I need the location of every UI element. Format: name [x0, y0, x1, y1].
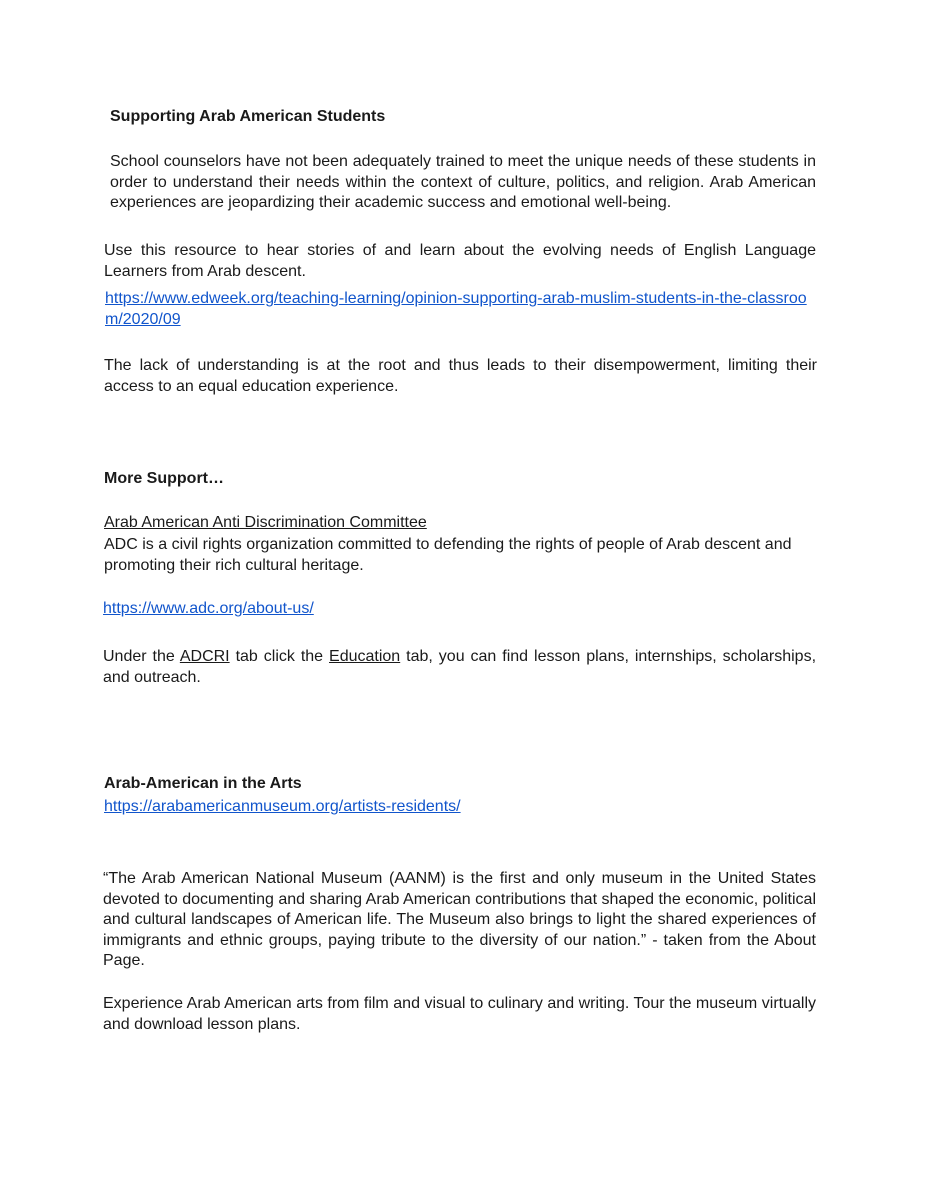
instr-text-pre: Under the [103, 648, 180, 665]
instr-text-mid: tab click the [229, 648, 330, 665]
adc-description: ADC is a civil rights organization committed to defending the rights of people of Arab descent and promoting their rich cultural heritage. [104, 536, 792, 574]
section-heading-more-support: More Support… [104, 470, 224, 487]
adcri-tab-label: ADCRI [179, 648, 230, 665]
adc-instructions [103, 647, 816, 688]
adc-link[interactable]: https://www.adc.org/about-us/ [103, 600, 314, 617]
museum-quote: “The Arab American National Museum (AANM) is the first and only museum in the United States devoted to documenting and sharing Arab American contributions that shaped the economic, political and cultural landscapes of American life. The Museum also brings to light the shared experiences of immigrants and ethnic groups, paying tribute to the diversity of our nation.” - taken from the About Page. [103, 870, 816, 969]
edweek-link[interactable]: https://www.edweek.org/teaching-learning/opinion-supporting-arab-muslim-students-in-the-classroom/2020/09 [105, 290, 807, 328]
resource-paragraph: Use this resource to hear stories of and learn about the evolving needs of English Language Learners from Arab descent. [104, 242, 816, 280]
counselor-paragraph: School counselors have not been adequately trained to meet the unique needs of these students in order to understand their needs within the context of culture, politics, and religion. Arab American experiences are jeopardizing their academic success and emotional well-being. [110, 153, 816, 211]
museum-closing: Experience Arab American arts from film and visual to culinary and writing. Tour the museum virtually and download lesson plans. [103, 995, 816, 1033]
instr-text-post: tab, you can find lesson plans, internships, scholarships, and outreach. [103, 648, 817, 686]
section-heading-arab-american-arts: Arab-American in the Arts [104, 775, 302, 792]
education-tab-label: Education [329, 648, 401, 665]
museum-link[interactable]: https://arabamericanmuseum.org/artists-residents/ [104, 798, 461, 815]
adc-org-name: Arab American Anti Discrimination Committee [104, 514, 427, 531]
understanding-paragraph: The lack of understanding is at the root and thus leads to their disempowerment, limiting their access to an equal education experience. [104, 357, 817, 395]
section-heading-supporting-arab-american-students: Supporting Arab American Students [110, 108, 386, 125]
